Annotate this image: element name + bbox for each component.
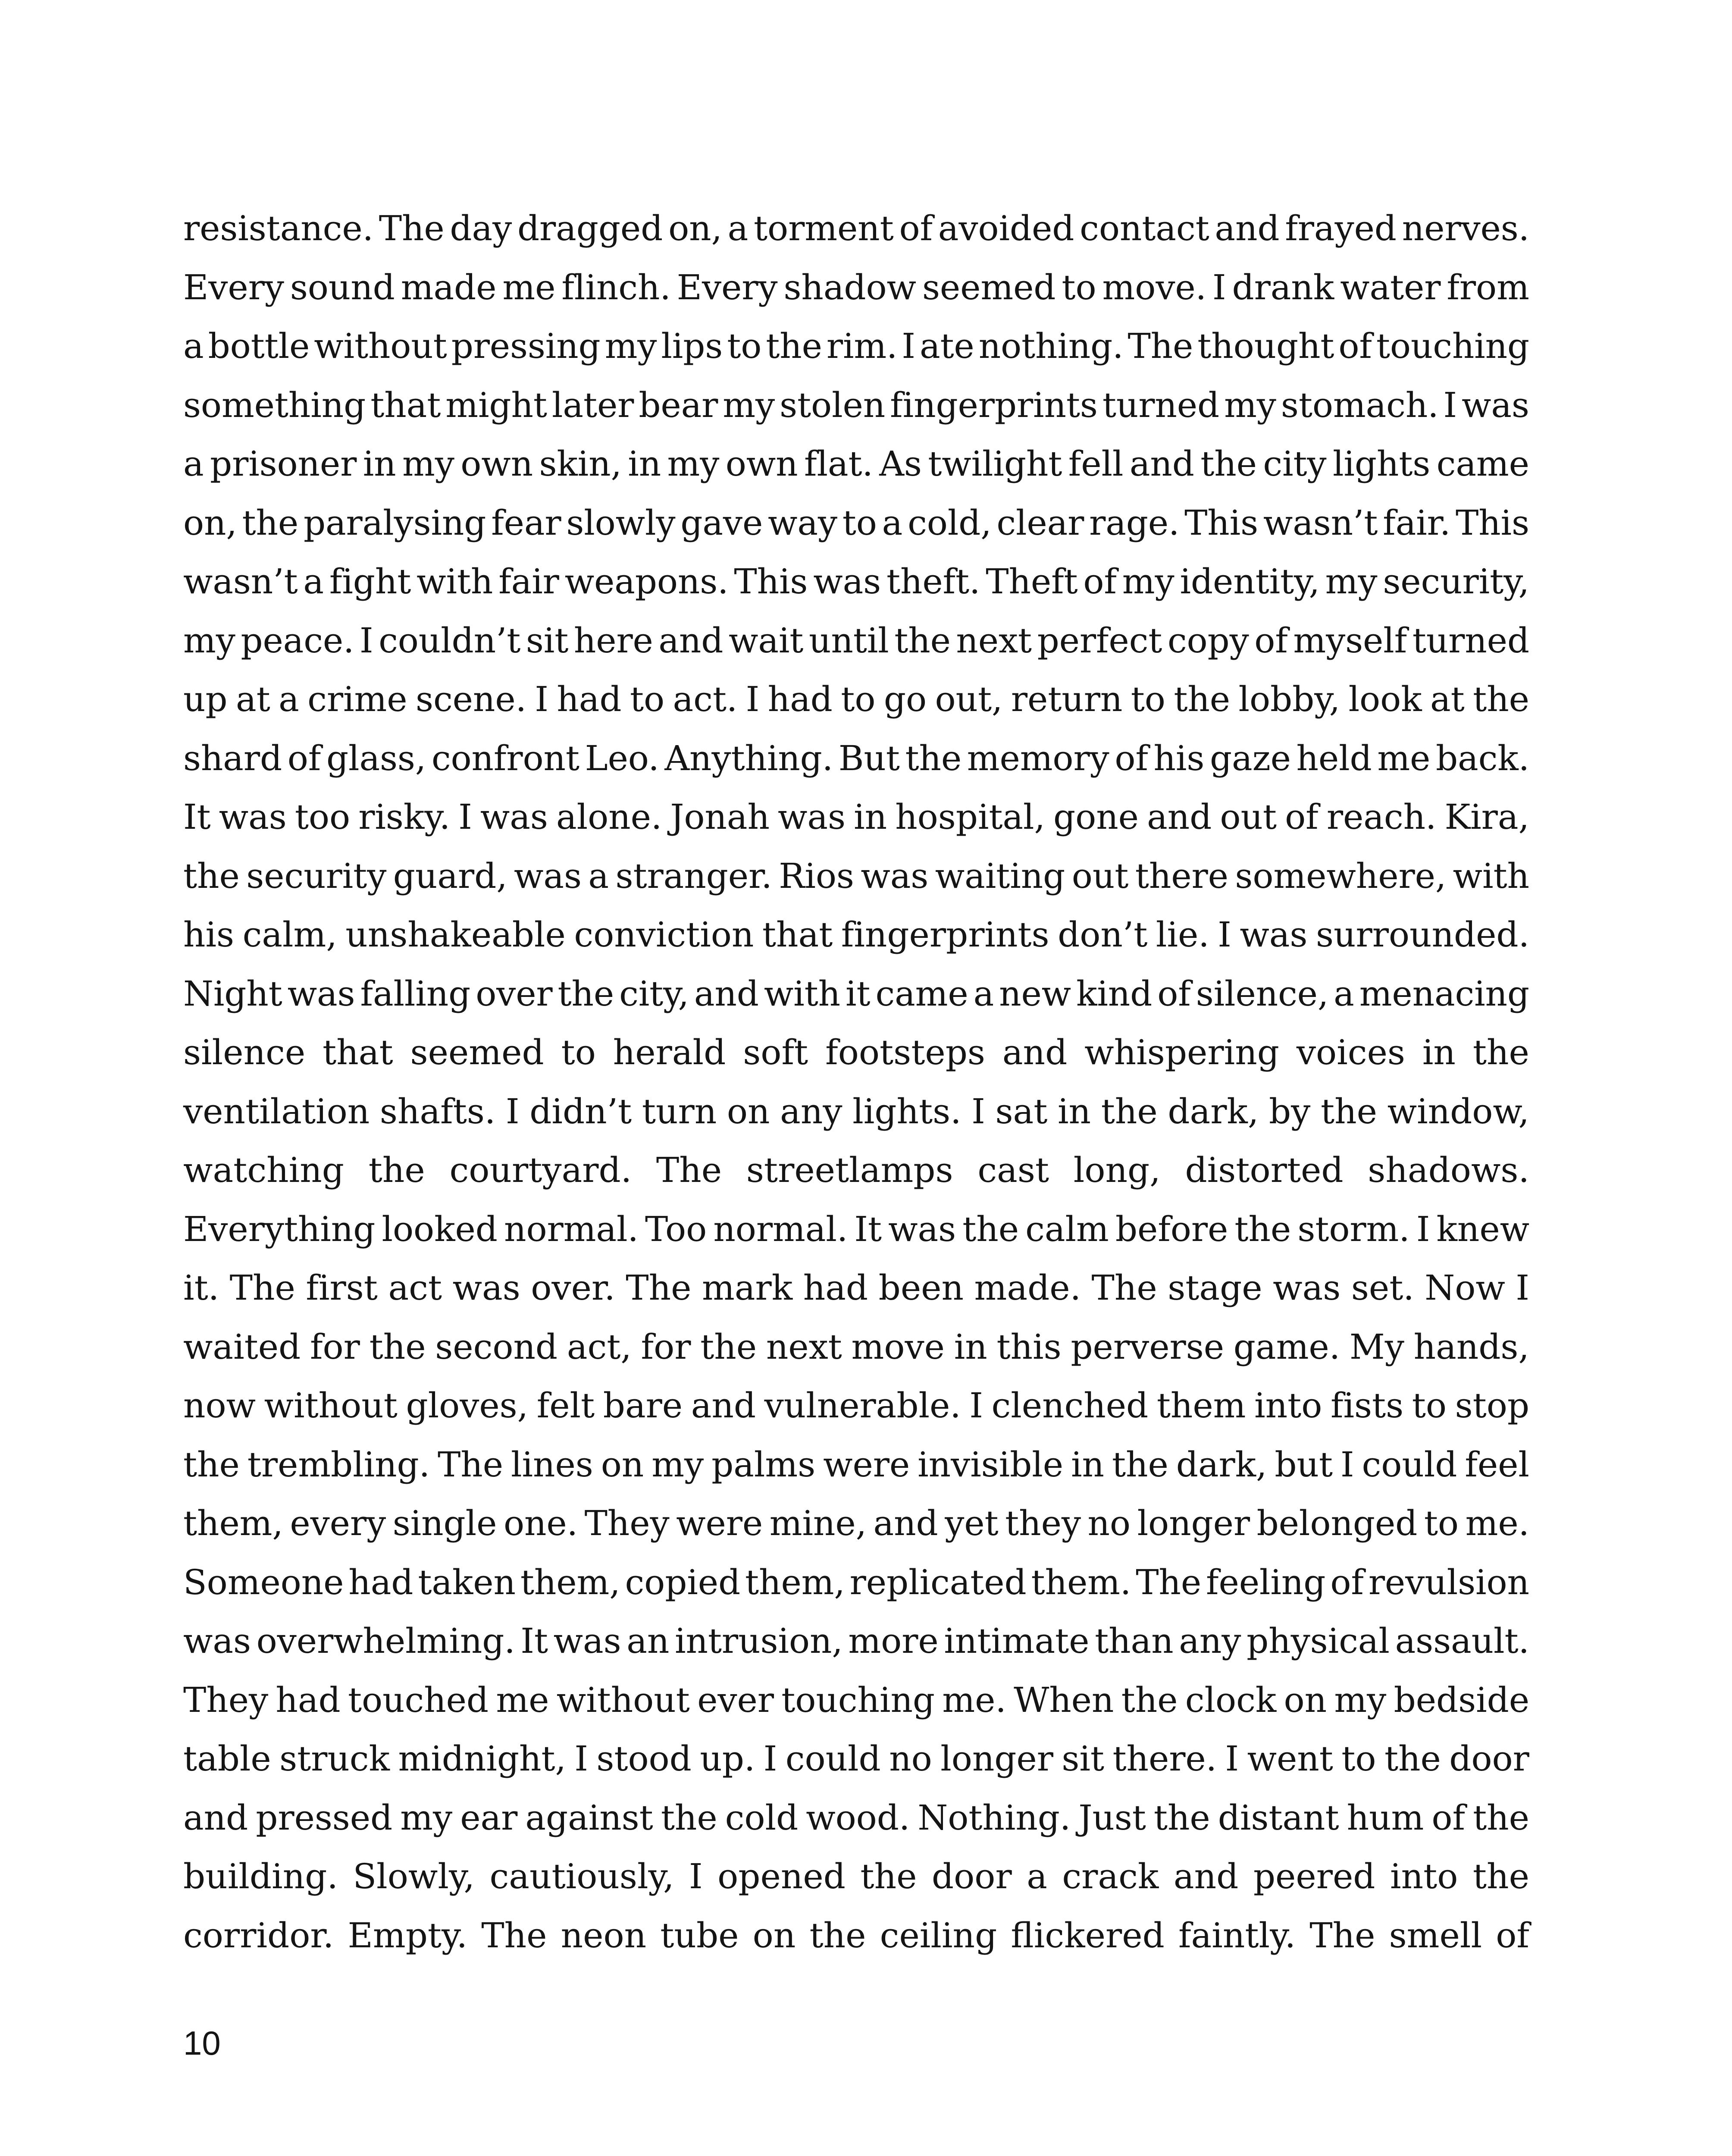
page-number: 10 [183, 2024, 221, 2062]
body-text [183, 199, 1529, 1965]
text-line: waited for the second act, for the next move in this perverse game. My hands, [183, 1326, 1529, 1367]
text-line: table struck midnight, I stood up. I could no longer sit there. I went to the door [183, 1739, 1529, 1779]
text-line: watching the courtyard. The streetlamps cast long, distorted shadows. [183, 1150, 1529, 1190]
text-line: the security guard, was a stranger. Rios was waiting out there somewhere, with [183, 856, 1529, 896]
text-line: his calm, unshakeable conviction that fingerprints don’t lie. I was surrounded. [183, 915, 1529, 955]
text-line: the trembling. The lines on my palms were invisible in the dark, but I could feel [183, 1444, 1529, 1485]
text-line: it. The first act was over. The mark had been made. The stage was set. Now I [183, 1268, 1529, 1308]
text-line: was overwhelming. It was an intrusion, more intimate than any physical assault. [183, 1621, 1529, 1661]
text-line: silence that seemed to herald soft footsteps and whispering voices in the [183, 1032, 1529, 1072]
text-line: up at a crime scene. I had to act. I had to go out, return to the lobby, look at the [183, 679, 1529, 719]
text-line: and pressed my ear against the cold wood. Nothing. Just the distant hum of the [183, 1797, 1529, 1838]
text-line: Every sound made me flinch. Every shadow seemed to move. I drank water from [183, 267, 1529, 307]
text-line: on, the paralysing fear slowly gave way to a cold, clear rage. This wasn’t fair. This [183, 502, 1529, 543]
text-line: a prisoner in my own skin, in my own flat. As twilight fell and the city lights came [183, 444, 1529, 484]
text-line: my peace. I couldn’t sit here and wait until the next perfect copy of myself turned [183, 620, 1529, 661]
text-line: them, every single one. They were mine, and yet they no longer belonged to me. [183, 1503, 1529, 1543]
text-line: resistance. The day dragged on, a torment of avoided contact and frayed nerves. [183, 208, 1529, 248]
text-line: ventilation shafts. I didn’t turn on any lights. I sat in the dark, by the window, [183, 1091, 1529, 1131]
text-line: a bottle without pressing my lips to the rim. I ate nothing. The thought of touching [183, 326, 1529, 366]
text-line: something that might later bear my stolen fingerprints turned my stomach. I was [183, 385, 1529, 425]
text-line: wasn’t a fight with fair weapons. This was theft. Theft of my identity, my security, [183, 561, 1529, 602]
text-line: now without gloves, felt bare and vulnerable. I clenched them into fists to stop [183, 1385, 1529, 1426]
text-line: corridor. Empty. The neon tube on the ceiling flickered faintly. The smell of [183, 1915, 1529, 1955]
text-line: They had touched me without ever touching me. When the clock on my bedside [183, 1680, 1529, 1720]
text-line: It was too risky. I was alone. Jonah was in hospital, gone and out of reach. Kira, [183, 797, 1529, 837]
text-line: Everything looked normal. Too normal. It was the calm before the storm. I knew [183, 1209, 1529, 1249]
text-line: shard of glass, confront Leo. Anything. But the memory of his gaze held me back. [183, 738, 1529, 778]
text-line: Night was falling over the city, and with it came a new kind of silence, a menacing [183, 973, 1529, 1014]
text-line: Someone had taken them, copied them, replicated them. The feeling of revulsion [183, 1562, 1529, 1602]
text-line: building. Slowly, cautiously, I opened the door a crack and peered into the [183, 1856, 1529, 1896]
